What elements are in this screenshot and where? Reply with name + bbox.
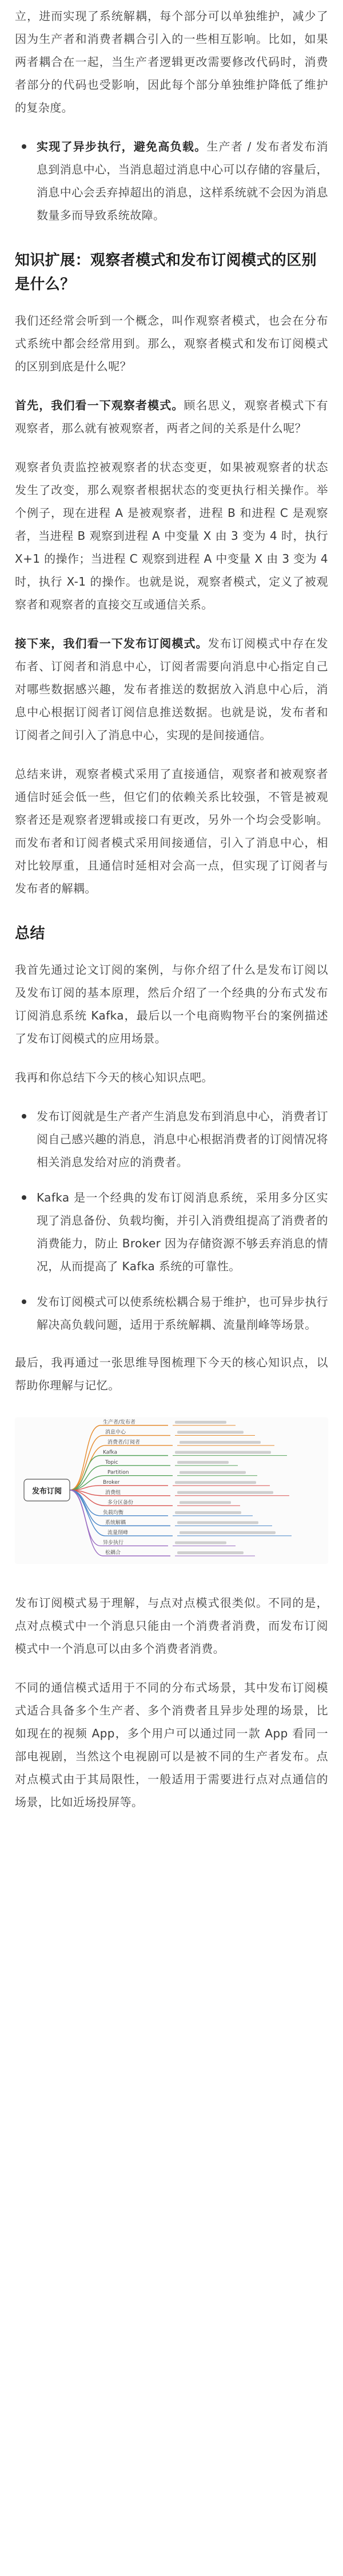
mind-map-leaf-text <box>180 1501 231 1504</box>
mind-map-center: 发布订阅 <box>31 1487 62 1496</box>
mind-map-node: 流量削峰 <box>107 1530 129 1536</box>
mind-map-node: 松耦合 <box>105 1550 121 1556</box>
mind-map-leaf-text <box>175 1451 271 1454</box>
pubsub-lead-text: 发布订阅模式中存在发布者、订阅者和消息中心，订阅者需要向消息中心指定自己对哪些数据感兴趣，发布者推送的数据放入消息中心后，消息中心根据订阅者订阅信息推送数据。也就是说，发布者和订阅者之间引入了消息中心，实现的是间接通信。 <box>15 637 329 742</box>
mind-map-branches <box>70 1425 292 1556</box>
observer-lead: 首先，我们看一下观察者模式。 <box>15 398 184 412</box>
mind-map-node: 异步执行 <box>103 1540 124 1546</box>
knowledge-p1: 我们还经常会听到一个概念，叫作观察者模式，也会在分布式系统中都会经常用到。那么，观察者模式和发布订阅模式的区别到底是什么呢？ <box>15 314 328 373</box>
observer-lead-text: 顾名思义，观察者模式下有观察者，那么就有被观察者，两者之间的关系是什么呢？ <box>15 398 328 435</box>
knowledge-p5: 总结来讲，观察者模式采用了直接通信，观察者和被观察者通信时延会低一些，但它们的依赖关系比较强，不管是被观察者还是观察者逻辑或接口有更改，另外一个均会受影响。而发布者和订阅者模式采用间接通信，引入了消息中心，相对比较厚重，且通信时延相对会高一点，但实现了订阅者与发布者的解耦。 <box>15 767 328 895</box>
knowledge-p2 <box>15 394 328 440</box>
summary-p5: 不同的通信模式适用于不同的分布式场景，其中发布订阅模式适合具备多个生产者、多个消费者且异步处理的场景，比如现在的视频 App，多个用户可以通过同一款 App 看同一部电视剧，当然这个电视剧可以是被不同的生产者发布。点对点模式由于其局限性，一般适用于需要进行点对点通信的场景，比如近场投屏等。 <box>15 1681 328 1809</box>
summary-p4: 发布订阅模式易于理解，与点对点模式很类似。不同的是，点对点模式中一个消息只能由一个消费者消费，而发布订阅模式中一个消息可以由多个消费者消费。 <box>15 1596 328 1656</box>
mind-map-leaf-text <box>180 1441 261 1444</box>
mind-map-leaf-text <box>175 1541 226 1544</box>
mind-map-node: 多分区备份 <box>107 1500 134 1506</box>
mind-map-leaf-text <box>177 1431 244 1434</box>
mind-map-leaf-text <box>175 1421 226 1424</box>
summary-bullet-2: Kafka 是一个经典的发布订阅消息系统，采用多分区实现了消息备份、负载均衡，并引入消费组提高了消费者的消费能力，防止 Broker 因为存储资源不够丢弃消息的情况，从而提高了 Kafka 系统的可靠性。 <box>15 1186 328 1278</box>
mind-map-node: Topic <box>105 1460 118 1466</box>
knowledge-p4 <box>15 632 328 746</box>
mind-map-nodes <box>103 1419 276 1556</box>
feature-async-text: 生产者 / 发布者发布消息到消息中心，当消息超过消息中心可以存储的容量后，消息中心会丢弃掉超出的消息，这样系统就不会因为消息数量多而导致系统故障。 <box>37 140 328 222</box>
summary-bullet-3: 发布订阅模式可以使系统松耦合易于维护，也可异步执行解决高负载问题，适用于系统解耦、流量削峰等场景。 <box>15 1290 328 1336</box>
pubsub-lead: 接下来，我们看一下发布订阅模式。 <box>15 637 208 650</box>
summary-bullets <box>15 1105 328 1336</box>
summary-bullet-1: 发布订阅就是生产者产生消息发布到消息中心，消费者订阅自己感兴趣的消息，消息中心根据消费者的订阅情况将相关消息发给对应的消费者。 <box>15 1105 328 1174</box>
mind-map-node: 生产者/发布者 <box>103 1420 136 1425</box>
mind-map-leaf-text <box>175 1511 241 1514</box>
mind-map-leaf-text <box>180 1471 246 1474</box>
summary-p3: 最后，我再通过一张思维导图梳理下今天的核心知识点，以帮助你理解与记忆。 <box>15 1356 328 1392</box>
mind-map-node: 负载均衡 <box>103 1510 124 1516</box>
mind-map-leaf-text <box>175 1481 256 1484</box>
mind-map-leaf-text <box>180 1531 276 1534</box>
mind-map-branch <box>70 1465 170 1490</box>
mind-map-leaf-text <box>177 1551 244 1554</box>
summary-p2: 我再和你总结下今天的核心知识点吧。 <box>15 1070 213 1084</box>
mind-map-node: Broker <box>103 1480 120 1486</box>
feature-async-item <box>15 135 328 227</box>
summary-p1: 我首先通过论文订阅的案例，与你介绍了什么是发布订阅以及发布订阅的基本原理，然后介绍了一个经典的分布式发布订阅消息系统 Kafka，最后以一个电商购物平台的案例描述了发布订阅模式的应用场景。 <box>15 963 328 1045</box>
mind-map-node: Partition <box>107 1469 129 1476</box>
mind-map-node: 消费组 <box>105 1490 121 1496</box>
mind-map-image <box>15 1417 328 1564</box>
mind-map-node: 消息中心 <box>105 1429 126 1436</box>
mind-map-node: Kafka <box>103 1449 117 1456</box>
summary-heading: 总结 <box>15 925 45 942</box>
mind-map-leaf-text <box>177 1491 273 1494</box>
feature-async-bold: 实现了异步执行，避免高负载。 <box>37 140 207 153</box>
mind-map-node: 消费者/订阅者 <box>107 1440 141 1446</box>
intro-paragraph: 立，进而实现了系统解耦，每个部分可以单独维护，减少了因为生产者和消费者耦合引入的一些相互影响。比如，如果两者耦合在一起，当生产者逻辑更改需要修改代码时，消费者部分的代码也受影响，因此每个部分单独维护降低了维护的复杂度。 <box>15 9 328 114</box>
mind-map-leaf-text <box>177 1521 258 1524</box>
mind-map-leaf-text <box>177 1461 229 1464</box>
knowledge-heading: 知识扩展：观察者模式和发布订阅模式的区别是什么？ <box>15 252 317 293</box>
mind-map-node: 系统解耦 <box>105 1520 126 1526</box>
knowledge-p3: 观察者负责监控被观察者的状态变更，如果被观察者的状态发生了改变，那么观察者根据状态的变更执行相关操作。举个例子，现在进程 A 是被观察者，进程 B 和进程 C 是观察者，当进程 B 观察到进程 A 中变量 X 由 3 变为 4 时，执行 X+1 的操作；当进程 C 观察到进程 A 中变量 X 由 3 变为 4 时，执行 X-1 的操作。也就是说，观察者模式，定义了被观察者和观察者的直接交互或通信关系。 <box>15 460 328 611</box>
mind-map-branch <box>70 1490 168 1546</box>
feature-list <box>15 135 328 227</box>
